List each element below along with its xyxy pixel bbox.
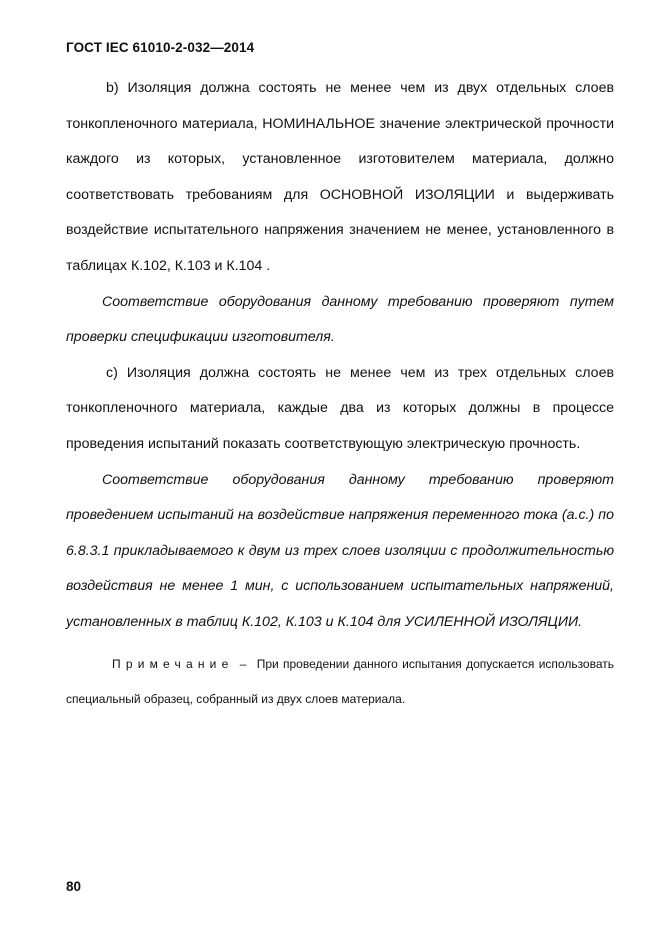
- paragraph-b-compliance: Соответствие оборудования данному требованию проверяют путем проверки спецификации изготовителя.: [66, 293, 614, 346]
- paragraph-c-compliance: Соответствие оборудования данному требованию проверяют проведением испытаний на воздействие напряжения переменного тока (а.с.) по 6.8.3.1 прикладываемого к двум из трех слоев изоляции с продолжительностью воздействия не менее 1 мин, с использованием испытательных напряжений, установленных в таблиц К.102, К.103 и К.104 для УСИЛЕННОЙ ИЗОЛЯЦИИ.: [66, 471, 614, 630]
- note-label: Примечание: [112, 656, 234, 671]
- page-number: 80: [66, 879, 82, 894]
- note: [66, 647, 614, 717]
- document-body: [66, 71, 614, 717]
- standard-header: ГОСТ IEC 61010-2-032—2014: [66, 40, 255, 55]
- note-dash: –: [239, 656, 247, 671]
- note-text: При проведении данного испытания допускается использовать специальный образец, собранный из двух слоев материала.: [66, 656, 615, 706]
- paragraph-c: с) Изоляция должна состоять не менее чем из трех отдельных слоев тонкопленочного материала, каждые два из которых должны в процессе проведения испытаний показать соответствующую электрическую прочность.: [66, 364, 614, 452]
- paragraph-b: b) Изоляция должна состоять не менее чем из двух отдельных слоев тонкопленочного материала, НОМИНАЛЬНОЕ значение электрической прочности каждого из которых, установленное изготовителем материала, должно соответствовать требованиям для ОСНОВНОЙ ИЗОЛЯЦИИ и выдерживать воздействие испытательного напряжения значением не менее, установленного в таблицах К.102, К.103 и К.104 .: [66, 80, 614, 274]
